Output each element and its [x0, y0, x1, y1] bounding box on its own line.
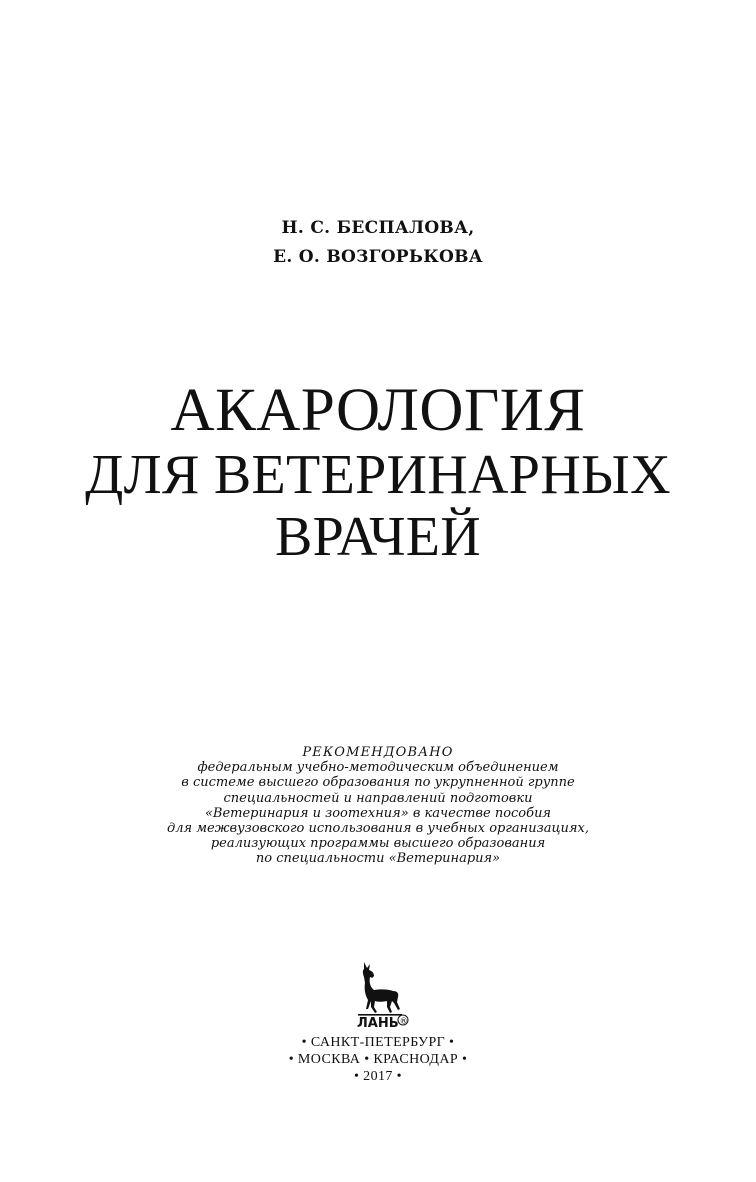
title-line-2: ДЛЯ ВЕТЕРИНАРНЫХ [85, 444, 671, 506]
publisher-logo-text: ЛАНЬ [357, 1016, 399, 1028]
imprint [0, 1034, 756, 1085]
authors [0, 214, 756, 272]
author-1: Н. С. БЕСПАЛОВА, [281, 218, 475, 238]
imprint-city-2: • МОСКВА • КРАСНОДАР • [288, 1052, 468, 1067]
recommendation-line: специальностей и направлений подготовки [223, 790, 533, 806]
recommendation-heading: РЕКОМЕНДОВАНО [302, 745, 454, 760]
deer-icon [350, 960, 412, 1028]
recommendation-block [0, 745, 756, 867]
publisher-logo [350, 960, 412, 1028]
recommendation-line: федеральным учебно-методическим объединением [197, 760, 559, 776]
title-line-3: ВРАЧЕЙ [274, 506, 482, 568]
recommendation-line: «Ветеринария и зоотехния» в качестве пособия [204, 805, 552, 821]
book-title [0, 378, 756, 568]
recommendation-line: реализующих программы высшего образования [210, 836, 546, 852]
registered-mark-icon: ® [399, 1016, 408, 1026]
recommendation-line: по специальности «Ветеринария» [255, 851, 501, 867]
recommendation-line: в системе высшего образования по укрупненной группе [181, 775, 575, 791]
imprint-city-1: • САНКТ-ПЕТЕРБУРГ • [301, 1035, 455, 1050]
recommendation-line: для межвузовского использования в учебных организациях, [167, 821, 589, 837]
title-line-1: АКАРОЛОГИЯ [170, 377, 586, 444]
imprint-year: • 2017 • [353, 1069, 402, 1084]
author-2: Е. О. ВОЗГОРЬКОВА [273, 247, 483, 267]
